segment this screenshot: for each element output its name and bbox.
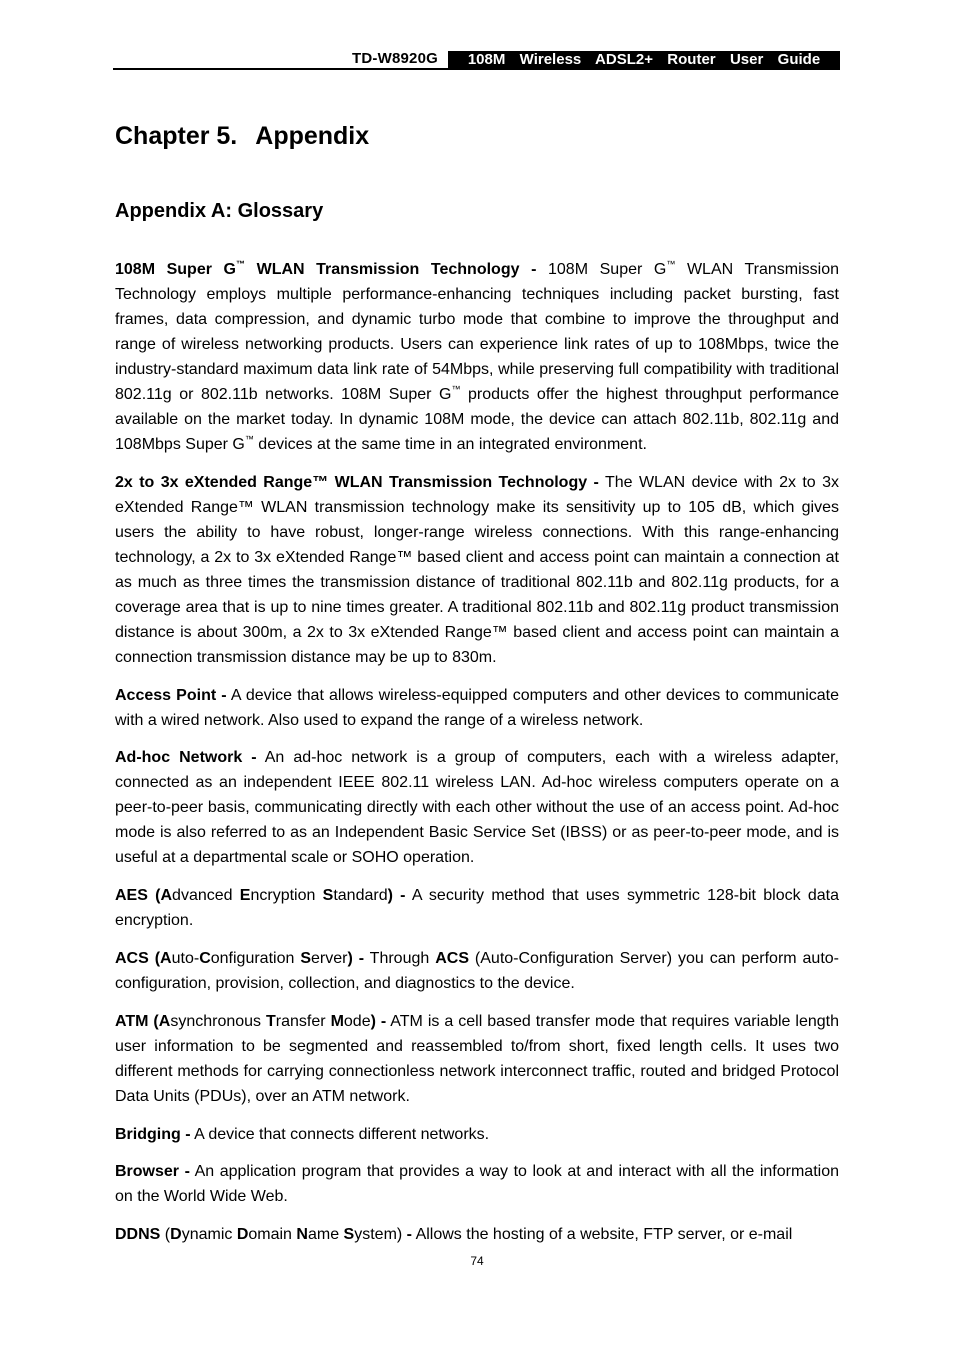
term-part: C — [199, 949, 211, 967]
glossary-entry-ad-hoc-network — [115, 745, 839, 870]
definition-text: (Auto-Configuration Server) you can perform auto-configuration, provision, collection, and diagnostics to the device. — [115, 949, 840, 992]
glossary-entry-aes — [115, 883, 839, 933]
term-part: ode — [343, 1012, 371, 1030]
definition-text: A security method that uses symmetric 128-bit block data encryption. — [115, 887, 840, 930]
glossary-entry-atm — [115, 1009, 839, 1109]
term-part: S — [322, 887, 334, 905]
term-part: dvanced — [172, 887, 240, 905]
term-part: ) - — [347, 949, 365, 967]
term-part: ACS (A — [115, 949, 172, 967]
glossary-term: Ad-hoc Network - — [115, 749, 257, 767]
header-model-name: TD-W8920G — [352, 50, 438, 67]
term-part: S — [343, 1226, 355, 1244]
term-part: omain — [248, 1226, 297, 1244]
glossary-entry-bridging — [115, 1122, 839, 1147]
term-part: ame — [307, 1226, 344, 1244]
definition-text: devices at the same time in an integrated environment. — [253, 436, 647, 453]
term-part: ATM (A — [115, 1012, 171, 1030]
term-part: ynamic — [181, 1226, 237, 1244]
definition-text: Through — [364, 949, 436, 967]
definition-text: An ad-hoc network is a group of computers, each with a wireless adapter, connected as an independent IEEE 802.11 wireless LAN. Ad-hoc wireless computers operate on a peer-to-peer basis, communicating directly with each other without the use of an access point. Ad-hoc mode is also referred to as an Independent Basic Service Set (IBSS) or as peer-to-peer mode, and is useful at a departmental scale or SOHO operation. — [115, 749, 839, 867]
term-part: E — [239, 887, 251, 905]
glossary-body — [115, 257, 839, 1260]
chapter-title — [115, 120, 369, 152]
glossary-entry-ddns — [115, 1222, 839, 1247]
glossary-term — [115, 887, 406, 904]
glossary-entry-extended-range — [115, 470, 839, 670]
appendix-title: Appendix A: Glossary — [115, 200, 324, 222]
running-header — [113, 50, 840, 70]
header-guide-title: 108M Wireless ADSL2+ Router User Guide — [448, 51, 840, 68]
term-part: D — [236, 1226, 249, 1244]
trademark-symbol: ™ — [236, 259, 245, 269]
definition-text: An application program that provides a way to look at and interact with all the information on the World Wide Web. — [115, 1163, 839, 1206]
term-part: ) - — [387, 887, 406, 905]
definition-text: WLAN Transmission Technology employs multiple performance-enhancing techniques including packet bursting, fast frames, data compression, and dynamic turbo mode that combine to improve the throughput and range of wireless networking products. Users can experience link rates of up to 108Mbps, twice the industry-standard maximum data link rate of 54Mbps, while preserving full compatibility with traditional 802.11g or 802.11b networks. 108M Super G — [115, 261, 840, 403]
definition-bold: ACS — [435, 949, 469, 967]
glossary-entry-acs — [115, 946, 839, 996]
glossary-term — [115, 1013, 386, 1030]
glossary-entry-access-point — [115, 683, 839, 733]
term-part: ) - — [370, 1012, 387, 1030]
term-part: N — [296, 1226, 308, 1244]
term-part: erver — [310, 949, 348, 967]
term-part: - — [406, 1226, 412, 1244]
term-part: AES (A — [115, 887, 173, 905]
term-part: uto- — [171, 949, 200, 967]
trademark-symbol: ™ — [666, 259, 676, 269]
term-part: M — [330, 1012, 344, 1030]
term-part: synchronous — [170, 1012, 267, 1030]
chapter-name: Appendix — [255, 122, 370, 150]
glossary-term: Bridging - — [115, 1125, 191, 1143]
definition-text: Allows the hosting of a website, FTP server, or e-mail — [412, 1226, 793, 1244]
glossary-term: 2x to 3x eXtended Range™ WLAN Transmission Technology - — [115, 473, 599, 491]
term-part: WLAN Transmission Technology - — [245, 261, 537, 278]
definition-text: A device that allows wireless-equipped computers and other devices to communicate with a wired network. Also used to expand the range of a wireless network. — [115, 686, 839, 729]
term-part: ransfer — [275, 1012, 331, 1030]
term-part: D — [170, 1226, 182, 1244]
trademark-symbol: ™ — [244, 434, 254, 444]
definition-text: ATM is a cell based transfer mode that requires variable length user information to be segmented and reassembled to/from short, fixed length cells. It uses two different methods for carrying connectionless network interconnect traffic, routed and bridged Protocol Data Units (PDUs), over an ATM network. — [115, 1012, 839, 1105]
glossary-term — [115, 1226, 412, 1243]
term-part: onfiguration — [210, 949, 301, 967]
term-part: tandard — [333, 887, 388, 905]
definition-text: products offer the highest throughput performance available on the market today. In dynamic 108M mode, the device can attach 802.11b, 802.11g and 108Mbps Super G — [115, 386, 840, 453]
term-part: ncryption — [250, 887, 323, 905]
definition-text: The WLAN device with 2x to 3x eXtended Range™ WLAN transmission technology make its sensitivity up to 105 dB, which gives users the ability to have robust, longer-range wireless connections. With this range-enhancing technology, a 2x to 3x eXtended Range™ based client and access point can maintain a connection at as much as three times the transmission distance of traditional 802.11b and 802.11g products, for a coverage area that is up to nine times greater. A traditional 802.11b and 802.11g product transmission distance is about 300m, a 2x to 3x eXtended Range™ based client and access point can maintain a connection transmission distance may be up to 830m. — [115, 473, 839, 666]
glossary-term: Browser - — [115, 1163, 190, 1181]
trademark-symbol: ™ — [451, 384, 461, 394]
page-number: 74 — [470, 1254, 484, 1268]
term-part: ystem) — [354, 1226, 407, 1244]
glossary-term — [115, 261, 536, 278]
glossary-entry-browser — [115, 1159, 839, 1209]
term-part: ( — [160, 1226, 171, 1244]
term-part: T — [266, 1012, 276, 1030]
definition-text: A device that connects different networks. — [190, 1125, 490, 1143]
glossary-term: Access Point - — [115, 686, 227, 704]
term-part: 108M Super G — [115, 261, 236, 278]
definition-text: 108M Super G — [536, 261, 667, 278]
chapter-number: Chapter 5. — [115, 122, 238, 150]
glossary-term — [115, 950, 364, 967]
term-part: DDNS — [115, 1226, 161, 1244]
term-part: S — [300, 949, 311, 967]
glossary-entry-108m-super-g — [115, 257, 839, 457]
